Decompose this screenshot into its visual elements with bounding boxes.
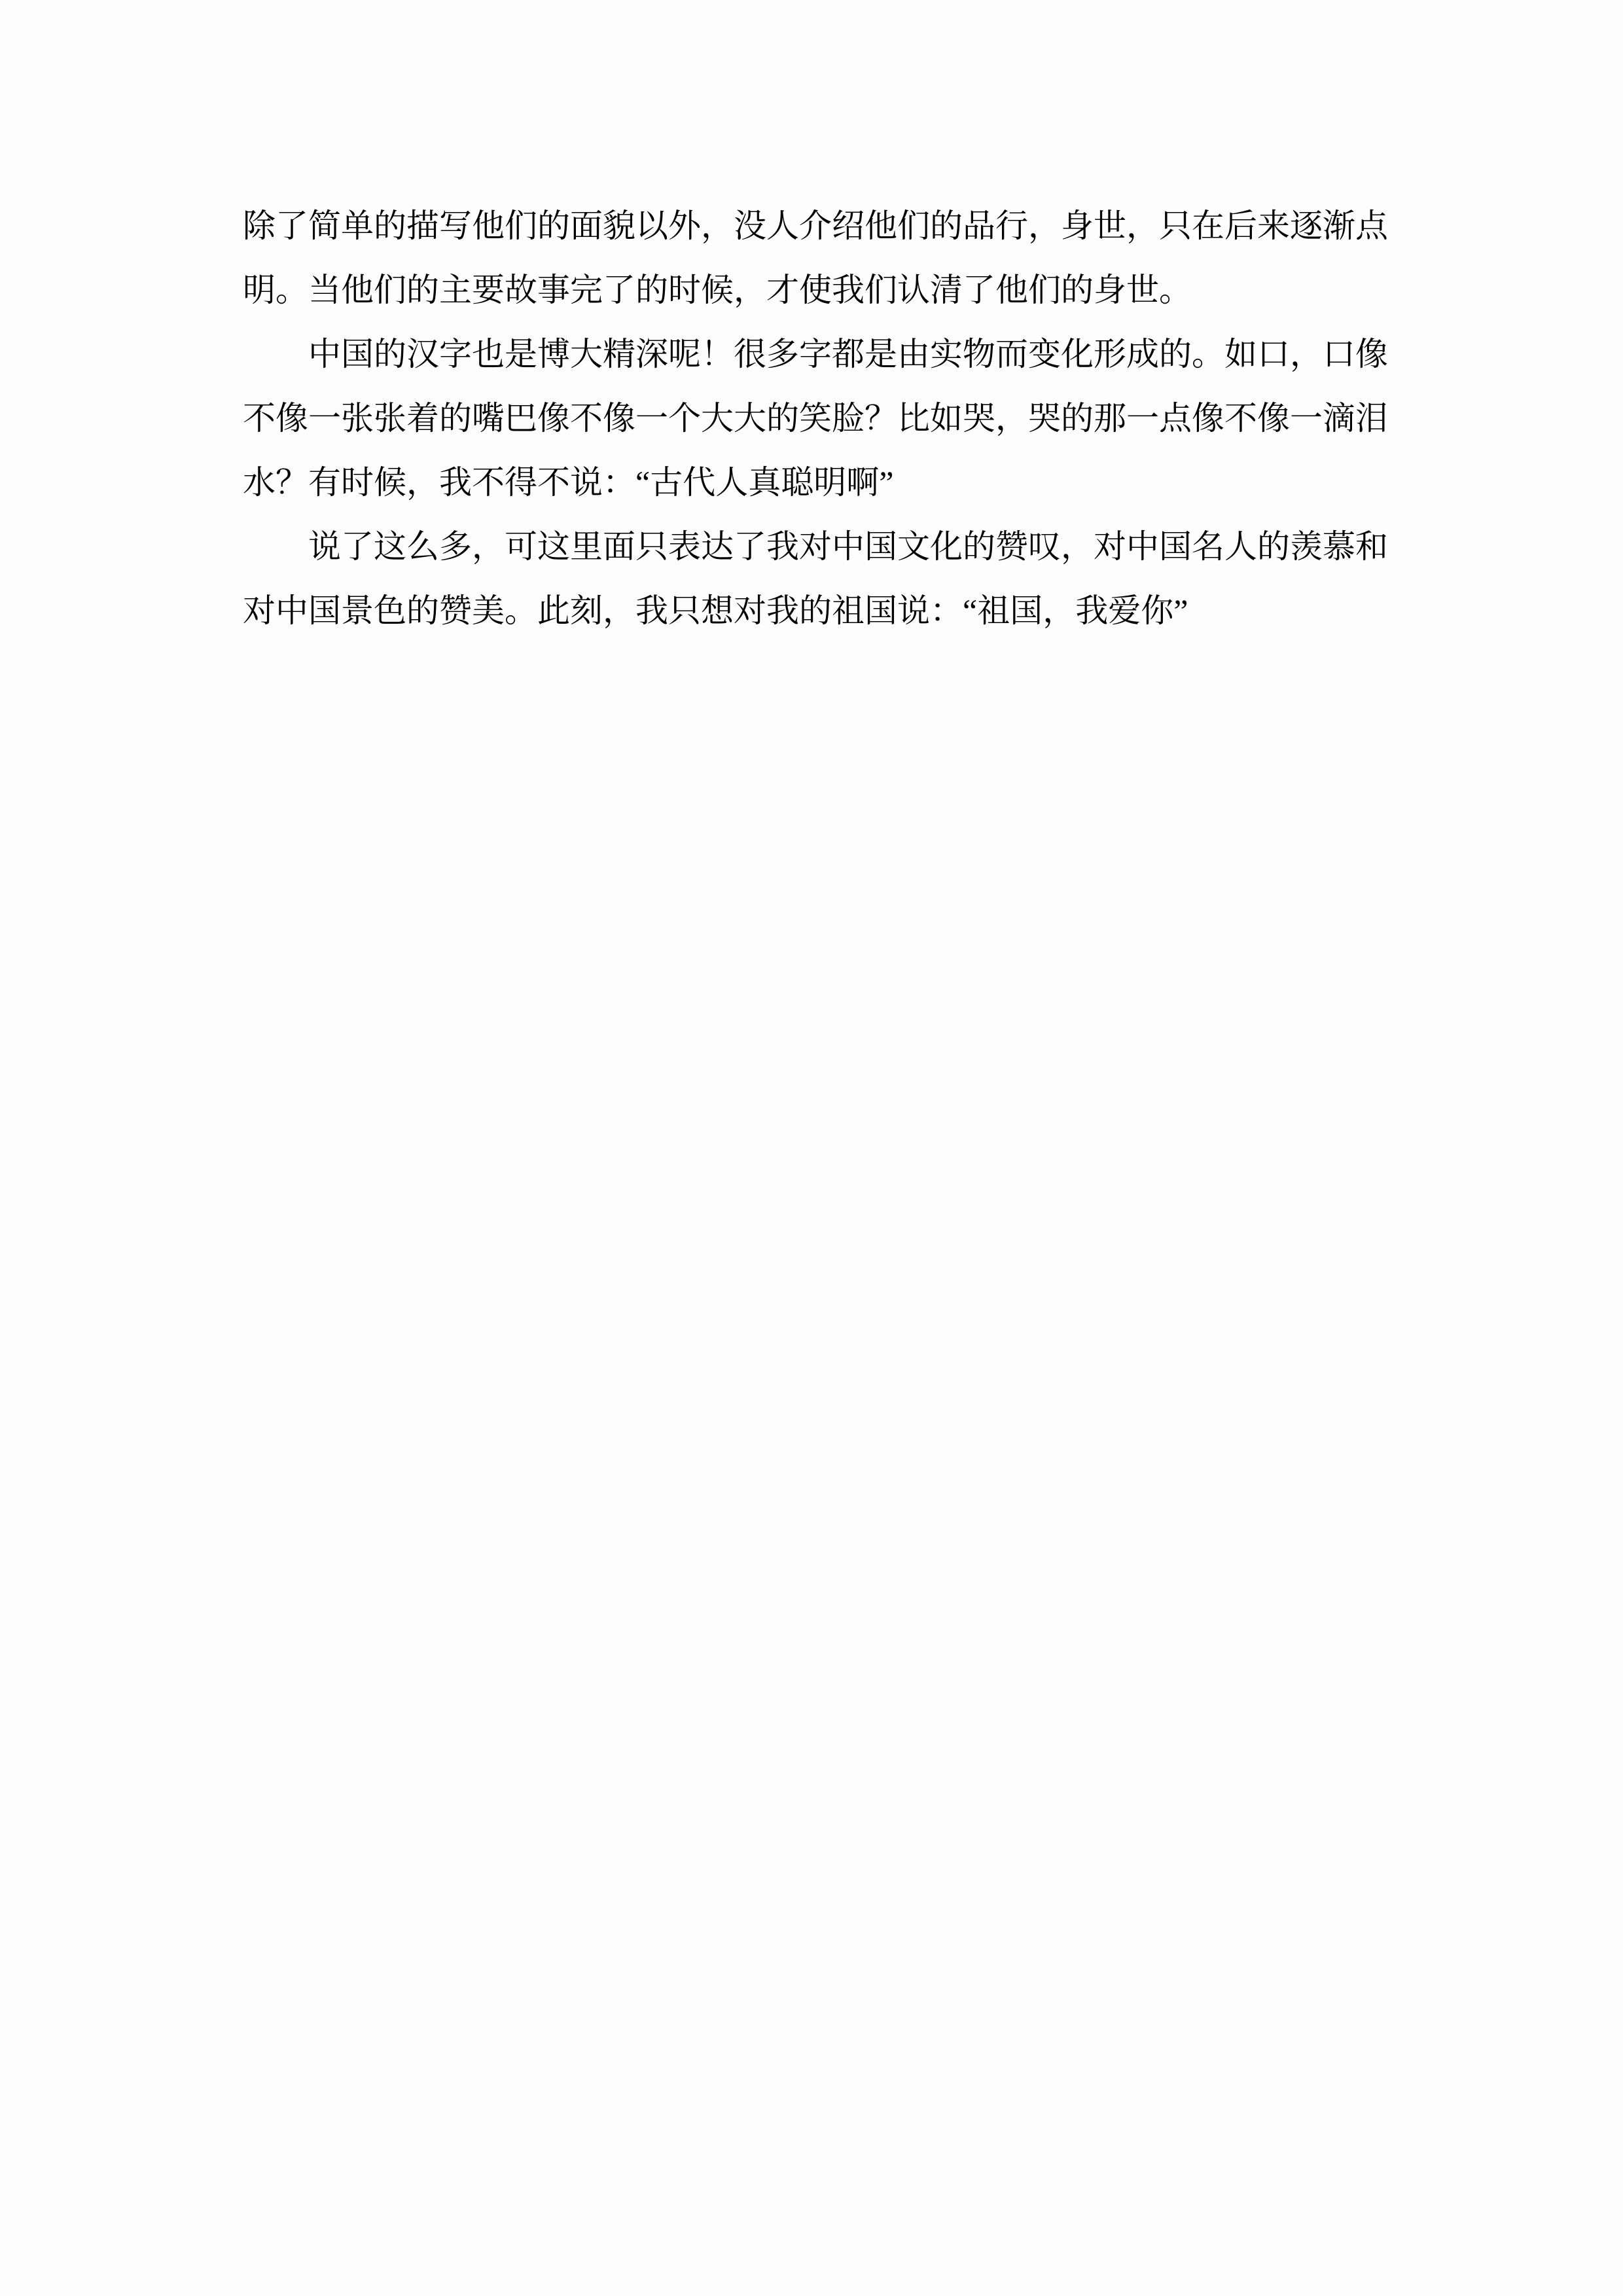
- text-line-2: 明。当他们的主要故事完了的时候，才使我们认清了他们的身世。: [243, 272, 1192, 308]
- essay-text-block: [243, 194, 1395, 643]
- text-line-4: 不像一张张着的嘴巴像不像一个大大的笑脸？比如哭，哭的那一点像不像一滴泪: [243, 400, 1388, 437]
- text-line-1: 除了简单的描写他们的面貌以外，没人介绍他们的品行，身世，只在后来逐渐点: [243, 207, 1388, 244]
- text-line-3: 中国的汉字也是博大精深呢！很多字都是由实物而变化形成的。如口，口像: [308, 336, 1388, 372]
- text-line-6: 说了这么多，可这里面只表达了我对中国文化的赞叹，对中国名人的羡慕和: [308, 528, 1388, 565]
- text-line-7: 对中国景色的赞美。此刻，我只想对我的祖国说：“祖国，我爱你”: [243, 592, 1188, 629]
- text-line-5: 水？有时候，我不得不说：“古代人真聪明啊”: [243, 464, 894, 501]
